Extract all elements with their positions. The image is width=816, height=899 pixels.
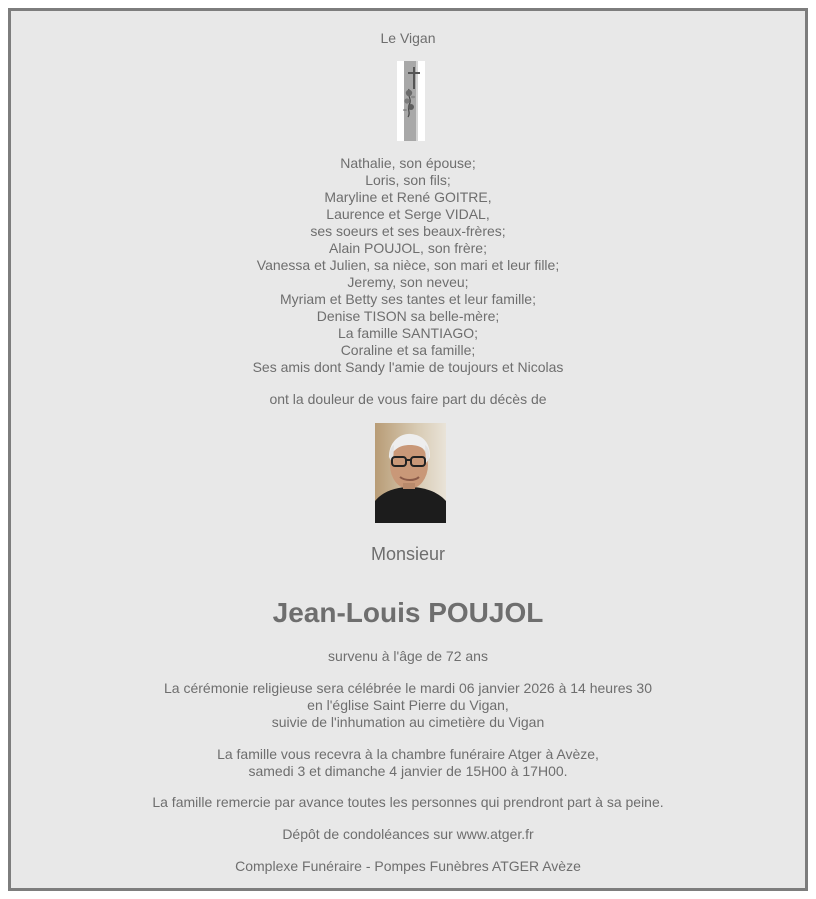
portrait-photo [375, 423, 446, 523]
condolences-info: Dépôt de condoléances sur www.atger.fr [282, 826, 534, 842]
family-line: La famille SANTIAGO; [337, 325, 479, 341]
obituary-notice [8, 8, 808, 891]
family-line: Nathalie, son épouse; [340, 155, 476, 171]
announcement-intro: ont la douleur de vous faire part du décès de [269, 391, 547, 407]
reception-line: samedi 3 et dimanche 4 janvier de 15H00 à 17H00. [248, 763, 568, 779]
family-line: Jeremy, son neveu; [347, 274, 469, 290]
family-line: Laurence et Serge VIDAL, [326, 206, 490, 222]
family-line: Alain POUJOL, son frère; [329, 240, 487, 256]
location-heading: Le Vigan [380, 30, 436, 46]
ceremony-details [11, 680, 805, 731]
family-line: Ses amis dont Sandy l'amie de toujours et Nicolas [252, 359, 564, 375]
family-line: Denise TISON sa belle-mère; [316, 308, 500, 324]
reception-line: La famille vous recevra à la chambre funéraire Atger à Avèze, [217, 746, 599, 762]
ceremony-line: en l'église Saint Pierre du Vigan, [307, 697, 509, 713]
family-line: Myriam et Betty ses tantes et leur famille; [280, 291, 536, 307]
family-line: Maryline et René GOITRE, [324, 189, 492, 205]
family-line: Coraline et sa famille; [340, 342, 476, 358]
cross-with-roses-icon [397, 61, 425, 141]
thanks-message: La famille remercie par avance toutes les personnes qui prendront part à sa peine. [152, 794, 664, 810]
family-line: Loris, son fils; [365, 172, 451, 188]
funeral-home-name: Complexe Funéraire - Pompes Funèbres ATGER Avèze [235, 858, 581, 874]
reception-details [11, 746, 805, 780]
ceremony-line: La cérémonie religieuse sera célébrée le mardi 06 janvier 2026 à 14 heures 30 [164, 680, 652, 696]
family-list [11, 155, 805, 376]
family-line: Vanessa et Julien, sa nièce, son mari et leur fille; [256, 257, 560, 273]
ceremony-line: suivie de l'inhumation au cimetière du Vigan [271, 714, 545, 730]
age-statement: survenu à l'âge de 72 ans [328, 648, 488, 664]
civility-title: Monsieur [370, 544, 446, 564]
family-line: ses soeurs et ses beaux-frères; [310, 223, 506, 239]
deceased-name: Jean-Louis POUJOL [272, 597, 544, 628]
